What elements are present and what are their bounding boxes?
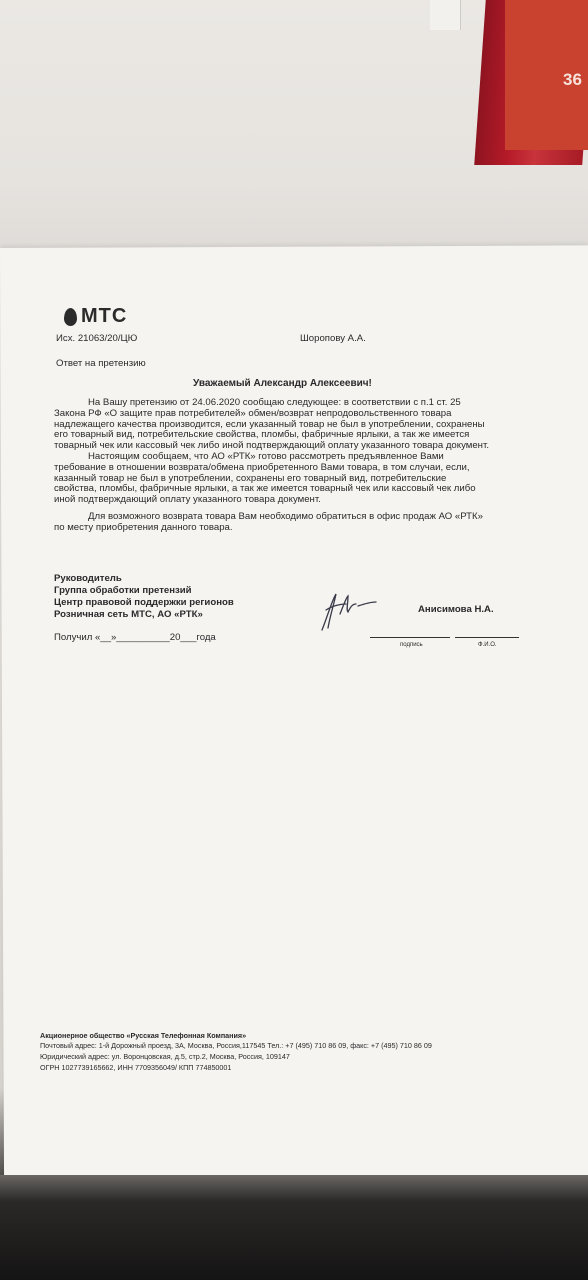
fio-line (455, 637, 519, 638)
paragraph-2 (54, 452, 550, 506)
footer-company: Акционерное общество «Русская Телефонная Компания» (40, 1031, 247, 1040)
received-line: Получил «__»__________20___года (54, 632, 216, 643)
paragraph-1-line: На Вашу претензию от 24.06.2020 сообщаю следующее: в соответствии с п.1 ст. 25 (88, 397, 461, 408)
footer-postal: Почтовый адрес: 1-й Дорожный проезд, 3А, Москва, Россия,117545 Тел.: +7 (495) 710 86 09, факс: +7 (495) 710 86 09 (40, 1041, 432, 1050)
paragraph-2-line: Настоящим сообщаем, что АО «РТК» готово рассмотреть предъявленное Вами (88, 451, 444, 462)
signature-label: подпись (400, 642, 423, 648)
paragraph-2-line: иной подтверждающий оплату указанного товара документ. (54, 494, 321, 506)
floor-shadow (0, 1175, 588, 1280)
footer-legal: Юридический адрес: ул. Воронцовская, д.5, стр.2, Москва, Россия, 109147 (40, 1052, 290, 1061)
handwritten-signature (318, 590, 378, 635)
mts-egg-icon (64, 308, 77, 326)
signatory-company: Розничная сеть МТС, АО «РТК» (54, 609, 203, 620)
paragraph-2-line: требование в отношении возврата/обмена приобретенного Вами товара, в том случаи, если, (54, 461, 470, 473)
cards-number: 36 (563, 70, 582, 89)
paragraph-1-line: товарный чек или кассовый чек либо иной подтверждающий оплату указанного товара документ. (54, 440, 489, 452)
mts-logo (64, 305, 127, 328)
paragraph-2-line: казанный товар не был в употреблении, сохранены его товарный вид, потребительские (54, 472, 447, 484)
paragraph-3-line: Для возможного возврата товара Вам необходимо обратиться в офис продаж АО «РТК» (88, 511, 483, 522)
signatory-title: Руководитель (54, 573, 122, 584)
greeting: Уважаемый Александр Алексеевич! (193, 378, 372, 389)
signatory-name: Анисимова Н.А. (418, 604, 494, 615)
display-stand (430, 0, 461, 30)
subject-line: Ответ на претензию (56, 358, 146, 369)
signatory-center: Центр правовой поддержки регионов (54, 597, 234, 608)
fio-label: Ф.И.О. (478, 642, 497, 648)
signature-line (370, 637, 450, 638)
paragraph-2-line: свойства, пломбы, фабричные ярлыки, а так же имеется товарный чек или кассовый чек либо (54, 483, 476, 495)
paragraph-3-line: по месту приобретения данного товара. (54, 521, 233, 533)
paragraph-1-line: надлежащего качества производится, если указанный товар не был в употреблении, сохранены (54, 418, 485, 430)
paragraph-3 (54, 512, 550, 534)
logo-text: МТС (81, 305, 128, 327)
paragraph-1-line: Закона РФ «О защите прав потребителей» обмен/возврат непродовольственного товара (54, 407, 452, 419)
paragraph-1 (54, 398, 550, 452)
signatory-group: Группа обработки претензий (54, 585, 192, 596)
addressee: Шоропову А.А. (300, 333, 366, 344)
paragraph-1-line: его товарный вид, потребительские свойства, пломбы, фабричные ярлыки, а так же имеется (54, 429, 470, 441)
reference-number: Исх. 21063/20/ЦЮ (56, 333, 138, 344)
footer-ids: ОГРН 1027739165662, ИНН 7709356049/ КПП 774850001 (40, 1063, 232, 1072)
